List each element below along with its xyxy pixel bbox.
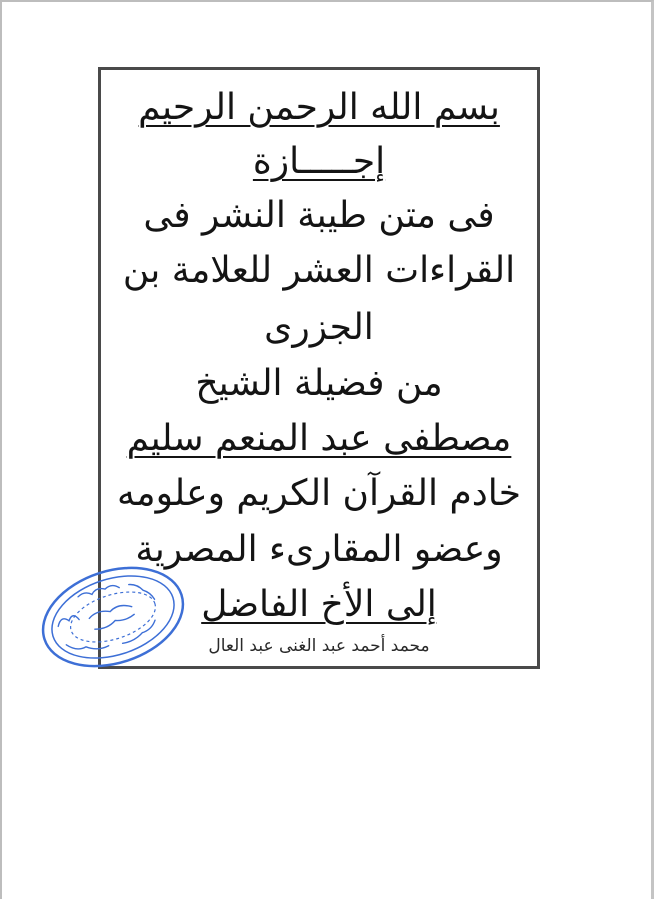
sheikh-title-line-1: خادم القرآن الكريم وعلومه <box>116 473 521 514</box>
recipient-name: محمد أحمد عبد الغنى عبد العال <box>208 636 430 656</box>
to-label: إلى الأخ الفاضل <box>201 584 437 625</box>
subject-line-2: القراءات العشر للعلامة بن <box>122 250 516 291</box>
subject-line-1: فى متن طيبة النشر فى <box>143 195 495 236</box>
subject-line-3: الجزرى <box>264 307 374 348</box>
basmala: بسم الله الرحمن الرحيم <box>138 87 500 128</box>
sheikh-name: مصطفى عبد المنعم سليم <box>126 418 512 459</box>
certificate-title: إجـــــازة <box>252 141 386 182</box>
from-label: من فضيلة الشيخ <box>195 363 443 404</box>
sheikh-title-line-2: وعضو المقارىء المصرية <box>135 529 503 570</box>
